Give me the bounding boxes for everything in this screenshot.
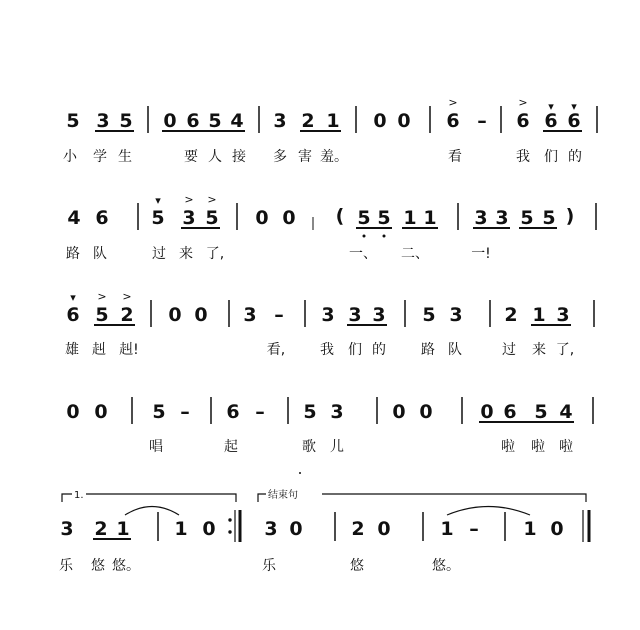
note: –: [274, 304, 284, 326]
lyric: 乐: [262, 558, 276, 574]
note: 6: [66, 304, 80, 326]
note: 0: [202, 518, 216, 540]
lyric: 啦: [531, 439, 545, 455]
note: 3: [321, 304, 335, 326]
note: 4: [67, 207, 81, 229]
lyric: 悠。: [112, 558, 140, 574]
lyric: 学: [93, 149, 107, 165]
tie: [125, 507, 179, 516]
score-row-1: [63, 96, 597, 165]
lyric: 生: [118, 149, 132, 165]
note: 5: [152, 401, 166, 423]
note: 1: [532, 304, 546, 326]
note: 6: [95, 207, 109, 229]
note: 2: [120, 304, 134, 326]
lyric: 我: [320, 342, 334, 358]
lyric: 了,: [555, 342, 575, 358]
accent-mark: >: [184, 193, 194, 206]
note: 3: [372, 304, 386, 326]
lyric: 来: [532, 342, 546, 358]
note: 4: [230, 110, 244, 132]
note: 1: [523, 518, 537, 540]
note: 3: [182, 207, 196, 229]
note: 0: [168, 304, 182, 326]
note: 0: [373, 110, 387, 132]
note: 1: [423, 207, 437, 229]
note: –: [469, 518, 479, 540]
lyric: 一!: [471, 246, 491, 262]
lyric: 的: [372, 342, 386, 358]
note: 1: [440, 518, 454, 540]
note: 0: [66, 401, 80, 423]
lyric: 队: [448, 342, 462, 358]
lyric: 悠: [91, 558, 105, 574]
note: 0: [255, 207, 269, 229]
lyric: 路: [421, 342, 435, 358]
note: 1: [403, 207, 417, 229]
staccato-mark: ▾: [548, 100, 554, 113]
staccato-mark: ▾: [571, 100, 577, 113]
note: 2: [504, 304, 518, 326]
note: 3: [243, 304, 257, 326]
lyric: 赳: [92, 342, 106, 358]
lyric: 队: [93, 246, 107, 262]
note: 0: [94, 401, 108, 423]
note: 6: [567, 110, 581, 132]
note: 5: [422, 304, 436, 326]
note: 3: [96, 110, 110, 132]
note: 0: [392, 401, 406, 423]
note: 0: [194, 304, 208, 326]
lyric: 雄: [65, 342, 79, 358]
accent-mark: >: [122, 290, 132, 303]
score-row-4: [66, 397, 593, 455]
note: 5: [205, 207, 219, 229]
note: 0: [550, 518, 564, 540]
lyric: 们: [348, 342, 362, 358]
note: 5: [520, 207, 534, 229]
lyric: 啦: [559, 439, 573, 455]
note: 3: [348, 304, 362, 326]
lyric: 们: [544, 149, 558, 165]
lyric: 羞。: [320, 149, 348, 165]
score-row-2: [66, 193, 596, 262]
note: 3: [556, 304, 570, 326]
accent-mark: >: [448, 96, 458, 109]
bracket: (: [335, 205, 345, 227]
lyric: 了,: [205, 246, 225, 262]
lyric: 啦: [501, 439, 515, 455]
note: 5: [151, 207, 165, 229]
note: –: [255, 401, 265, 423]
note: 2: [94, 518, 108, 540]
note: 3: [60, 518, 74, 540]
note: 1: [326, 110, 340, 132]
low-octave-dot: [383, 235, 386, 238]
lyric: 我: [516, 149, 530, 165]
lyric: 看: [448, 149, 462, 165]
lyric: 路: [66, 246, 80, 262]
bracket: ): [565, 205, 575, 227]
note: 5: [357, 207, 371, 229]
lyric: 起: [224, 439, 238, 455]
note: 6: [186, 110, 200, 132]
ending-label: 结束句: [268, 490, 298, 501]
note: 3: [330, 401, 344, 423]
note: 0: [377, 518, 391, 540]
lyric: 过: [502, 342, 516, 358]
note: 5: [208, 110, 222, 132]
lyric: 的: [568, 149, 582, 165]
lyric: 要: [184, 149, 198, 165]
lyric: 人: [208, 149, 222, 165]
note: 0: [397, 110, 411, 132]
lyric: 多: [273, 149, 287, 165]
note: 3: [495, 207, 509, 229]
volta-bracket-1: [62, 494, 236, 502]
lyric: 唱: [149, 439, 163, 455]
note: 0: [163, 110, 177, 132]
accent-mark: >: [518, 96, 528, 109]
tie: [447, 507, 530, 516]
lyric: 来: [179, 246, 193, 262]
note: 4: [559, 401, 573, 423]
repeat-dot: [228, 518, 231, 521]
note: 5: [377, 207, 391, 229]
note: 1: [116, 518, 130, 540]
note: –: [180, 401, 190, 423]
lyric: 看,: [266, 342, 286, 358]
note: 5: [66, 110, 80, 132]
lyric: 乐: [59, 558, 73, 574]
note: 0: [419, 401, 433, 423]
low-octave-dot: [363, 235, 366, 238]
note: 0: [282, 207, 296, 229]
volta-label-1: 1.: [74, 490, 84, 501]
lyric: 害: [298, 149, 312, 165]
lyric: 歌: [302, 439, 316, 455]
repeat-dot: [228, 530, 231, 533]
accent-mark: >: [97, 290, 107, 303]
note: 5: [95, 304, 109, 326]
lyric: 一、: [349, 246, 377, 262]
note: 3: [273, 110, 287, 132]
lyric: 悠。: [432, 558, 460, 574]
note: 1: [174, 518, 188, 540]
note: 3: [264, 518, 278, 540]
note: 6: [516, 110, 530, 132]
note: 5: [303, 401, 317, 423]
note: 0: [480, 401, 494, 423]
speck: [299, 472, 301, 474]
lyric: 小: [63, 149, 77, 165]
score-row-5: [59, 488, 589, 574]
note: 0: [289, 518, 303, 540]
lyric: 悠: [350, 558, 364, 574]
note: –: [477, 110, 487, 132]
note: 5: [542, 207, 556, 229]
lyric: 过: [152, 246, 166, 262]
note: 5: [534, 401, 548, 423]
note: 3: [474, 207, 488, 229]
staccato-mark: ▾: [70, 291, 76, 304]
note: 5: [119, 110, 133, 132]
lyric: 儿: [330, 439, 344, 455]
accent-mark: >: [207, 193, 217, 206]
lyric: 二、: [401, 246, 429, 262]
score-row-3: [65, 290, 594, 358]
note: 2: [351, 518, 365, 540]
note: 6: [503, 401, 517, 423]
note: 6: [226, 401, 240, 423]
note: 6: [544, 110, 558, 132]
note: 3: [449, 304, 463, 326]
lyric: 赳!: [119, 342, 139, 358]
staccato-mark: ▾: [155, 194, 161, 207]
note: 2: [301, 110, 315, 132]
lyric: 接: [232, 149, 246, 165]
note: 6: [446, 110, 460, 132]
